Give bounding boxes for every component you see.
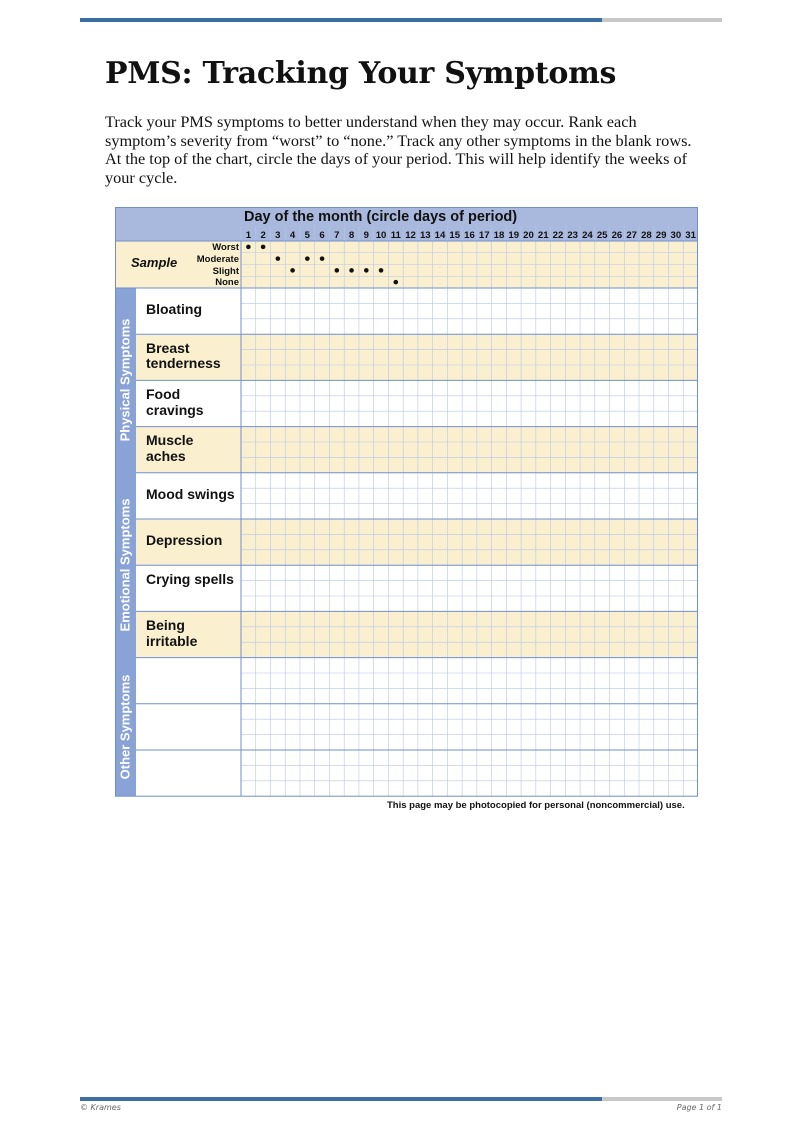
day-number-10: 10 [375, 230, 387, 241]
symptom-label-depression: Depression [146, 532, 223, 549]
day-number-7: 7 [334, 230, 340, 241]
day-number-6: 6 [319, 230, 325, 241]
day-number-24: 24 [582, 230, 593, 241]
sample-mark-day-1 [246, 245, 251, 250]
symptom-label-crying-spells: Crying spells [146, 570, 234, 587]
day-number-16: 16 [464, 230, 475, 241]
sample-mark-day-4 [290, 268, 295, 273]
day-number-29: 29 [655, 230, 667, 241]
sample-mark-day-10 [379, 268, 384, 273]
chart-header-title: Day of the month (circle days of period) [244, 209, 518, 225]
bottom-accent-bar [80, 1097, 722, 1101]
sample-label: Sample [131, 255, 178, 270]
day-number-31: 31 [685, 230, 696, 241]
day-number-8: 8 [348, 230, 355, 241]
sample-mark-day-2 [261, 245, 266, 250]
group-label-other-symptoms: Other Symptoms [117, 674, 133, 780]
severity-label-moderate: Moderate [196, 253, 239, 265]
symptom-label-breast-tenderness: Breast tenderness [146, 339, 221, 372]
day-number-13: 13 [419, 230, 431, 241]
chart-outline [116, 208, 698, 797]
day-number-18: 18 [493, 230, 505, 241]
day-number-2: 2 [260, 230, 266, 241]
bottom-accent-bar-fill [80, 1097, 602, 1101]
day-number-17: 17 [478, 230, 490, 241]
sample-mark-day-5 [305, 256, 310, 261]
footer-copyright: © Krames [80, 1103, 121, 1112]
photocopy-note: This page may be photocopied for personal (noncommercial) use. [387, 800, 685, 811]
day-number-27: 27 [626, 230, 637, 241]
severity-label-slight: Slight [212, 265, 239, 277]
footer-page-number: Page 1 of 1 [676, 1103, 722, 1112]
day-number-4: 4 [289, 230, 296, 241]
sample-mark-day-9 [364, 268, 369, 273]
day-number-25: 25 [596, 230, 608, 241]
top-accent-bar-fill [80, 18, 602, 22]
chart-grid [115, 207, 698, 797]
day-number-5: 5 [304, 230, 311, 241]
day-number-9: 9 [363, 230, 369, 241]
sample-mark-day-6 [320, 256, 325, 261]
symptom-label-mood-swings: Mood swings [146, 486, 235, 503]
symptom-label-food-cravings: Food cravings [146, 386, 204, 418]
day-number-23: 23 [567, 230, 579, 241]
sample-mark-day-8 [349, 268, 354, 273]
symptom-tracking-chart [115, 207, 698, 797]
day-number-20: 20 [523, 230, 534, 241]
day-number-11: 11 [390, 230, 401, 241]
symptom-label-bloating: Bloating [146, 301, 202, 318]
day-number-14: 14 [434, 230, 446, 241]
severity-label-worst: Worst [212, 242, 239, 253]
day-number-12: 12 [405, 230, 416, 241]
group-label-emotional-symptoms: Emotional Symptoms [117, 498, 133, 632]
day-number-21: 21 [537, 230, 549, 241]
symptom-label-muscle-aches: Muscle aches [146, 432, 194, 464]
day-number-30: 30 [670, 230, 682, 241]
sample-mark-day-7 [335, 268, 340, 273]
day-number-15: 15 [449, 230, 461, 241]
day-number-19: 19 [508, 230, 520, 241]
day-number-26: 26 [611, 230, 623, 241]
severity-label-none: None [215, 277, 239, 289]
sample-mark-day-3 [276, 256, 281, 261]
top-accent-bar [80, 18, 722, 22]
intro-paragraph: Track your PMS symptoms to better understand when they may occur. Rank each symptom’s severity from “worst” to “none.” Track any other symptoms in the blank rows. At the top of the chart, circle the days of your period. This will help identify the weeks of your cycle. [105, 112, 692, 187]
day-number-22: 22 [552, 230, 564, 241]
page-title: PMS: Tracking Your Symptoms [105, 56, 617, 91]
day-number-1: 1 [245, 230, 252, 241]
sample-mark-day-11 [393, 280, 398, 285]
day-number-28: 28 [641, 230, 652, 241]
day-number-3: 3 [275, 230, 281, 241]
group-label-physical-symptoms: Physical Symptoms [117, 318, 133, 442]
symptom-label-being-irritable: Being irritable [146, 617, 198, 649]
